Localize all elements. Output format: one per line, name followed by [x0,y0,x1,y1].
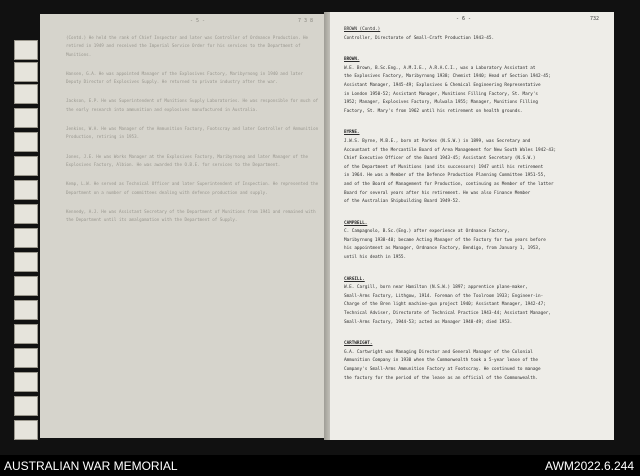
entry-line: C. Campagnolo, B.Sc.(Eng.) after experience at Ordnance Factory, [344,229,510,235]
entry-line: Chief Executive Officer of the Board 1943-45; Assistant Secretary (N.S.W.) [344,156,536,162]
entry-line: of the Department of Munitions (and its successors) 1947 until his retirement [344,164,544,170]
entry-line: Ammunition Company in 1930 when the Commonwealth took a 5-year lease of the [344,358,539,364]
index-tab [14,348,38,368]
index-tab [14,132,38,152]
footer-institution: AUSTRALIAN WAR MEMORIAL [4,459,178,473]
continued-header [344,26,608,43]
entry-line: and of the Board of Management for Production, continuing as Member of the latter [344,181,554,187]
left-paragraph: Kennedy, A.J. He was Assistant Secretary of the Department of Munitions from 1941 and remained with the Department until its amalgamation with the Department of Supply. [66,208,316,223]
entry-line: G.A. Cartwright was Managing Director and General Manager of the Colonial [344,349,533,355]
biography-entry [344,129,608,206]
entry-line: the factory for the period of the lease as an official of the Commonwealth. [344,375,539,381]
entry-name: BROWN. [344,57,360,63]
continued-title: BROWN (Contd.) [344,27,381,32]
left-paragraph: Jackson, E.P. He was Superintendent of Munitions Supply Laboratories. He was responsible for much of the early research into ammunition and explosives manufactured in Australia. [66,98,319,112]
footer-accession-number: AWM2022.6.244 [545,459,634,473]
entry-name: BYRNE. [344,130,360,136]
entry-line: Charge of the Bren light machine-gun project 1940; Assistant Manager, 1942-47; [344,302,546,308]
index-tab [14,372,38,392]
index-tab [14,62,38,82]
entry-line: Small-Arms Factory, Lithgow, 1914. Foreman of the Toolroom 1933; Engineer-in- [344,293,544,299]
index-tab [14,156,38,176]
entry-name: CARGILL. [344,276,365,282]
entry-line: Factory, St. Mary's from 1962 until his retirement on health grounds. [344,108,523,114]
index-tab [14,324,38,344]
left-paragraph: Jones, J.E. He was Works Manager at the Explosives Factory, Maribyrnong and later Manager of the Explosives Factory, Albion. He was awarded the O.B.E. for services to the Department. [66,153,309,167]
entry-line: W.E. Brown, B.Sc.Eng., A.M.I.E., A.R.A.C.I., was a Laboratory Assistant at [344,65,536,71]
entry-line: in 1964. He was a Member of the Defence Production Planning Committee 1951-55, [344,173,546,179]
entry-line: his appointment as Manager, Ordnance Factory, Bendigo, from January 1, 1953, [344,246,541,252]
biography-entry [344,340,608,383]
left-page [40,14,330,438]
entry-line: Small-Arms Factory, 1944-53; acted as Manager 1948-49; died 1953. [344,319,513,325]
entry-line: of the Australian Shipbuilding Board 1949-52. [344,199,461,205]
right-page-text [344,26,608,396]
biography-entry [344,276,608,328]
entry-line: until his death in 1955. [344,255,407,261]
index-tab [14,252,38,272]
entry-line: Technical Adviser, Directorate of Technical Practice 1943-44; Assistant Manager, [344,311,551,317]
index-tab [14,40,38,60]
left-paragraph: Hansen, G.A. He was appointed Manager of the Explosives Factory, Maribyrnong in 1940 and later Deputy Director of Explosives Supply. He returned to private industry after the war. [66,70,303,85]
biography-entry [344,220,608,263]
left-paragraph: Kemp, L.W. He served as Technical Officer and later Superintendent of Inspection. He represented the Department on a number of committees dealing with defence production and supply. [66,181,319,195]
entry-name: CARTWRIGHT. [344,341,373,347]
continued-line: Controller, Directorate of Small-Craft Production 1943-45. [344,35,495,41]
index-tab [14,276,38,296]
left-page-number: - 5 - [190,18,206,24]
biography-entry [344,56,608,116]
index-tab [14,300,38,320]
index-tab [14,204,38,224]
index-tab [14,228,38,248]
left-page-ref: 7 3 8 [298,18,314,24]
index-tab [14,180,38,200]
entry-line: Company's Small-Arms Ammunition Factory at Footscray. He continued to manage [344,367,541,372]
left-paragraph: Jenkins, W.A. He was Manager of the Ammunition Factory, Footscray and later Controller of Ammunition Production, retiring in 1953. [66,126,319,140]
entry-line: Board for several years after his retirement. He was also Finance Member [344,190,531,196]
entry-line: 1952; Manager, Explosives Factory, Mulwala 1955; Manager, Munitions Filling [344,100,539,106]
left-paragraph: (Contd.) He held the rank of Chief Inspector and later was Controller of Ordnance Production. He retired in 1949 and received the Imperial Service Order for his services to the Department of Munitions. [66,35,309,57]
entry-line: the Explosives Factory, Maribyrnong 1938; Chemist 1940; Head of Section 1942-45; [344,74,551,80]
entry-line: J.W.S. Byrne, M.B.E., born at Parkes (N.S.W.) in 1899, was Secretary and [344,138,531,144]
entry-line: in London 1950-52; Assistant Manager, Munitions Filling Factory, St. Mary's [344,91,539,97]
entry-name: CAMPBELL. [344,220,368,226]
right-page-number: - 6 - [456,16,472,22]
index-tab [14,108,38,128]
entry-line: Assistant Manager, 1945-49; Explosives & Chemical Engineering Representative [344,82,541,88]
entry-line: Maribyrnong 1938-40; became Acting Manager of the Factory for two years before [344,237,546,243]
right-page-ref: 732 [590,16,600,22]
entry-line: Accountant of the Mercantile Board of Area Management for New South Wales 1942-43; [344,147,557,153]
entry-line: W.E. Cargill, born near Hamilton (N.S.W.) 1897; apprentice plane-maker, [344,285,528,291]
right-page [330,12,614,440]
index-tab [14,420,38,440]
index-tab [14,84,38,104]
footer-bar [0,455,640,476]
index-tab [14,396,38,416]
left-page-text [66,34,320,235]
